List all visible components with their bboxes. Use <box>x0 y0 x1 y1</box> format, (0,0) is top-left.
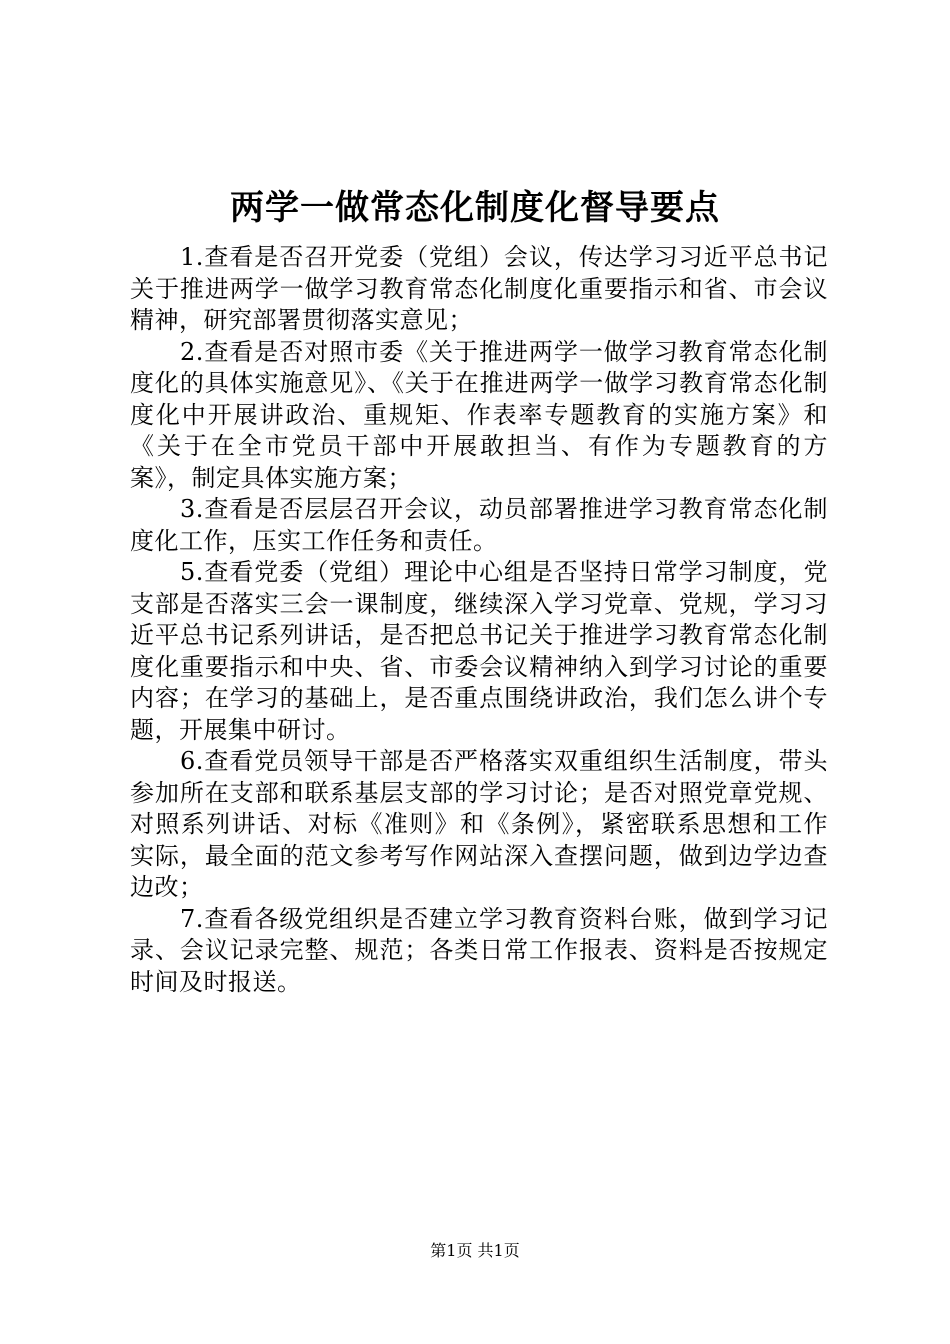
paragraph-item-6: 6.查看党员领导干部是否严格落实双重组织生活制度，带头参加所在支部和联系基层支部的学习讨论；是否对照党章党规、对照系列讲话、对标《准则》和《条例》，紧密联系思想和工作实际，最全面的范文参考写作网站深入查摆问题，做到边学边查边改； <box>130 747 828 901</box>
paragraph-item-2: 2.查看是否对照市委《关于推进两学一做学习教育常态化制度化的具体实施意见》、《关于在推进两学一做学习教育常态化制度化中开展讲政治、重规矩、作表率专题教育的实施方案》和《关于在全市党员干部中开展敢担当、有作为专题教育的方案》，制定具体实施方案； <box>130 337 828 492</box>
paragraph-item-3: 3.查看是否层层召开会议，动员部署推进学习教育常态化制度化工作，压实工作任务和责任。 <box>130 495 828 555</box>
document-body <box>130 242 828 998</box>
page-footer: 第1页 共1页 <box>430 1241 520 1260</box>
paragraph-item-5: 5.查看党委（党组）理论中心组是否坚持日常学习制度，党支部是否落实三会一课制度，继续深入学习党章、党规，学习习近平总书记系列讲话，是否把总书记关于推进学习教育常态化制度化重要指示和中央、省、市委会议精神纳入到学习讨论的重要内容；在学习的基础上，是否重点围绕讲政治，我们怎么讲个专题，开展集中研讨。 <box>130 558 828 744</box>
paragraph-item-7: 7.查看各级党组织是否建立学习教育资料台账，做到学习记录、会议记录完整、规范；各类日常工作报表、资料是否按规定时间及时报送。 <box>130 904 828 996</box>
document-title: 两学一做常态化制度化督导要点 <box>230 188 720 228</box>
paragraph-item-1: 1.查看是否召开党委（党组）会议，传达学习习近平总书记关于推进两学一做学习教育常态化制度化重要指示和省、市会议精神，研究部署贯彻落实意见； <box>130 243 828 334</box>
